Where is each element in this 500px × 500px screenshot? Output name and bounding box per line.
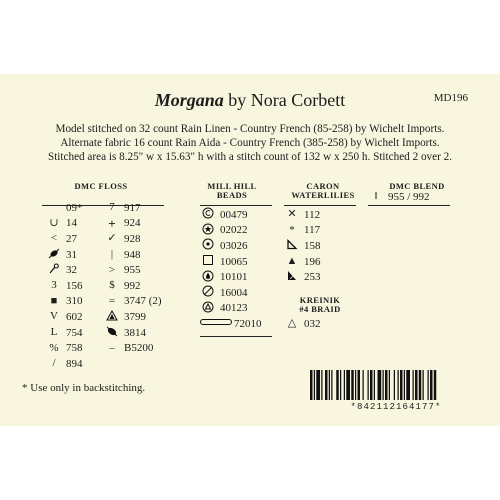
barcode (310, 370, 482, 400)
list-item: + 924 (104, 216, 162, 232)
list-item: 7 917 (104, 200, 162, 216)
leaf-dark-icon (104, 326, 120, 340)
barcode-bar (434, 370, 437, 400)
barcode-bar (336, 370, 339, 400)
barcode-bar (394, 370, 395, 400)
barcode-bar (329, 370, 330, 400)
product-code: MD196 (433, 92, 468, 104)
barcode-bar (355, 370, 356, 400)
list-item: * 117 (284, 223, 321, 239)
dash-icon: – (109, 341, 115, 354)
drop-circle-icon (200, 270, 216, 285)
list-item: ▲ 196 (284, 254, 321, 270)
dot-circle-icon (200, 238, 216, 253)
barcode-bar (310, 370, 313, 400)
mill-hill-heading: MILL HILL BEADS (207, 181, 257, 200)
filled-triangle-icon: ▲ (286, 255, 298, 268)
kreinik-column (284, 316, 321, 332)
list-item: V 602 (46, 309, 83, 325)
kreinik-heading: KREINIK #4 BRAID (299, 295, 341, 314)
list-item: % 758 (46, 340, 83, 356)
barcode-bar (325, 370, 328, 400)
list-item: / 894 (46, 356, 83, 372)
dmc-blend-column (368, 189, 430, 205)
asterisk-icon: * (289, 223, 295, 236)
list-item: 72010 (200, 316, 262, 332)
barcode-bar (413, 370, 414, 400)
hook-icon (46, 263, 62, 277)
list-item: 158 (284, 238, 321, 254)
list-item: $ 992 (104, 278, 162, 294)
barcode-bar (344, 370, 345, 400)
square-outline-icon (200, 254, 216, 269)
star-circle-icon (200, 223, 216, 238)
barcode-bar (314, 370, 315, 400)
list-item: ‖ 955 / 992 (368, 189, 430, 205)
digit-three-icon: 3 (51, 279, 57, 292)
diagonal-line-icon: / (52, 357, 56, 370)
vertical-bar-icon: | (110, 248, 114, 261)
barcode-bar (406, 370, 410, 400)
list-item: ■ 310 (46, 294, 83, 310)
list-item: = 3747 (2) (104, 294, 162, 310)
designer-credit: by Nora Corbett (223, 90, 346, 110)
triangle-circle-icon (200, 301, 216, 316)
list-item: | 948 (104, 247, 162, 263)
barcode-bar (415, 370, 418, 400)
list-item: < 27 (46, 231, 83, 247)
description-line: Stitched area is 8.25" w x 15.63" h with a stitch count of 132 w x 250 h. Stitched 2 over 2. (47, 151, 453, 163)
list-item: 40123 (200, 301, 262, 317)
right-triangle-icon (284, 239, 300, 253)
barcode-bar (351, 370, 354, 400)
filled-square-icon: ■ (50, 294, 58, 307)
slash-circle-icon (200, 285, 216, 300)
barcode-bar (383, 370, 384, 400)
divider (200, 205, 272, 206)
barcode-bar (400, 370, 403, 400)
barcode-bar (378, 370, 382, 400)
list-item: ✓ 928 (104, 231, 162, 247)
corner-l-icon: L (50, 326, 58, 339)
list-item: 00479 (200, 207, 262, 223)
u-shape-icon: ∪ (49, 216, 59, 229)
list-item: 3814 (104, 325, 162, 341)
divider (368, 205, 450, 206)
list-item: 10101 (200, 269, 262, 285)
mill-hill-column (200, 207, 262, 332)
description (12, 122, 488, 164)
dmc-floss-column-2 (104, 200, 162, 356)
dmc-floss-column-1 (46, 200, 83, 372)
barcode-bar (321, 370, 322, 400)
s-dollar-icon: $ (109, 279, 115, 292)
x-cross-icon: ✕ (287, 208, 297, 221)
checkmark-icon: ✓ (107, 232, 117, 245)
barcode-bar (316, 370, 320, 400)
barcode-bar (430, 370, 433, 400)
dmc-floss-heading: DMC FLOSS (74, 181, 128, 191)
equals-icon: = (108, 294, 116, 307)
barcode-bar (428, 370, 429, 400)
barcode-bar (398, 370, 399, 400)
list-item: △ 032 (284, 316, 321, 332)
divider (200, 336, 272, 337)
list-item: 16004 (200, 285, 262, 301)
v-shape-icon: V (50, 310, 58, 323)
list-item: – B5200 (104, 340, 162, 356)
barcode-bar (363, 370, 364, 400)
c-circle-icon (200, 207, 216, 222)
percent-icon: % (49, 341, 59, 354)
list-item: 31 (46, 247, 83, 263)
triangle-outline-icon: △ (287, 317, 297, 330)
list-item: ∪ 14 (46, 216, 83, 232)
list-item: 3799 (104, 309, 162, 325)
list-item: > 955 (104, 262, 162, 278)
list-item: 03026 (200, 238, 262, 254)
divider (284, 205, 356, 206)
page-title (0, 90, 500, 111)
list-item: 09* (66, 201, 83, 214)
barcode-bar (385, 370, 388, 400)
barcode-bar (423, 370, 424, 400)
barcode-bar (368, 370, 369, 400)
caron-heading: CARON WATERLILIES (291, 181, 355, 200)
list-item: 10065 (200, 254, 262, 270)
design-name: Morgana (154, 90, 224, 110)
list-item: 02022 (200, 223, 262, 239)
plus-bold-icon: + (108, 215, 116, 231)
dmc-blend-heading: DMC BLEND (389, 181, 445, 191)
chart-key-card (0, 74, 500, 426)
barcode-bar (358, 370, 361, 400)
footnote: * Use only in backstitching. (22, 382, 146, 394)
greater-than-icon: > (108, 263, 116, 276)
long-bugle-bead-icon (200, 318, 232, 329)
barcode-bar (419, 370, 422, 400)
description-line: Alternate fabric 16 count Rain Aida - Country French (385-258) by Wichelt Imports. (60, 137, 440, 149)
list-item: 253 (284, 269, 321, 285)
caron-column (284, 207, 321, 285)
less-than-icon: < (50, 232, 58, 245)
double-bar-icon: ‖ (374, 190, 378, 203)
barcode-bar (346, 370, 350, 400)
barcode-number: *842112164177* (350, 402, 442, 412)
barcode-bar (374, 370, 375, 400)
barcode-bar (370, 370, 373, 400)
barcode-bar (404, 370, 405, 400)
barcode-bar (331, 370, 332, 400)
list-item: ✕ 112 (284, 207, 321, 223)
barcode-bar (340, 370, 341, 400)
description-line: Model stitched on 32 count Rain Linen - Country French (85-258) by Wichelt Imports. (55, 123, 445, 135)
leaf-slash-icon (46, 248, 62, 262)
filled-triangle-hatched-icon (284, 270, 300, 284)
digit-seven-icon: 7 (109, 201, 115, 214)
barcode-bar (389, 370, 390, 400)
list-item: L 754 (46, 325, 83, 341)
triangle-a-icon (104, 310, 120, 324)
list-item: 3 156 (46, 278, 83, 294)
list-item: 32 (46, 262, 83, 278)
